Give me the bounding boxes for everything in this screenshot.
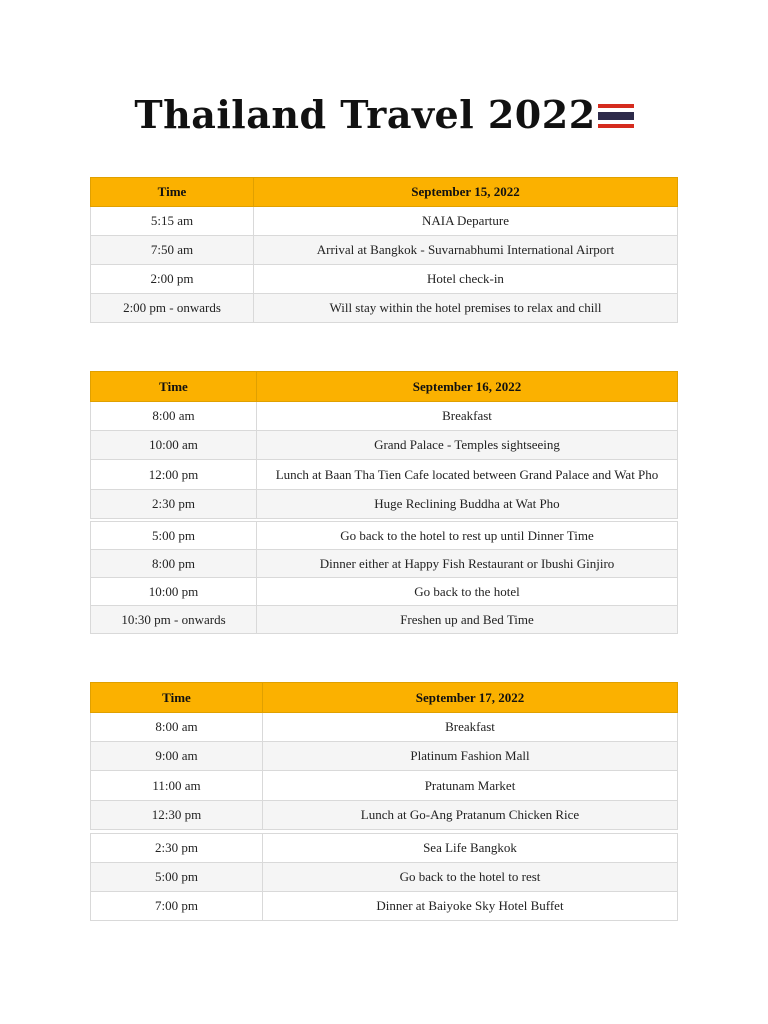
header-time: Time (91, 178, 254, 207)
row-time: 12:00 pm (91, 460, 257, 490)
itinerary-table-day-3-continued (90, 833, 678, 921)
table-row (91, 742, 678, 771)
table-header-row (91, 372, 678, 402)
row-time: 5:00 pm (91, 522, 257, 550)
table-row (91, 550, 678, 578)
row-time: 2:30 pm (91, 834, 263, 863)
row-activity: Grand Palace - Temples sightseeing (257, 431, 678, 460)
row-activity: Freshen up and Bed Time (257, 606, 678, 634)
table-row (91, 431, 678, 460)
row-time: 2:00 pm (91, 265, 254, 294)
table-row (91, 522, 678, 550)
row-activity: Breakfast (257, 402, 678, 431)
row-time: 10:30 pm - onwards (91, 606, 257, 634)
row-time: 12:30 pm (91, 801, 263, 830)
page-title (0, 92, 768, 141)
row-activity: Sea Life Bangkok (263, 834, 678, 863)
table-header-row (91, 683, 678, 713)
row-activity: Lunch at Go-Ang Pratanum Chicken Rice (263, 801, 678, 830)
row-time: 9:00 am (91, 742, 263, 771)
header-date: September 17, 2022 (263, 683, 678, 713)
row-time: 10:00 am (91, 431, 257, 460)
header-time: Time (91, 683, 263, 713)
thailand-flag-icon (598, 92, 634, 137)
table-row (91, 207, 678, 236)
row-activity: Lunch at Baan Tha Tien Cafe located between Grand Palace and Wat Pho (257, 460, 678, 490)
header-date: September 15, 2022 (254, 178, 678, 207)
row-time: 7:00 pm (91, 892, 263, 921)
row-activity: Hotel check-in (254, 265, 678, 294)
table-row (91, 771, 678, 801)
row-activity: Go back to the hotel (257, 578, 678, 606)
header-time: Time (91, 372, 257, 402)
row-time: 5:15 am (91, 207, 254, 236)
itinerary-table-day-2-continued (90, 521, 678, 634)
table-row (91, 294, 678, 323)
row-activity: Dinner at Baiyoke Sky Hotel Buffet (263, 892, 678, 921)
row-activity: Go back to the hotel to rest up until Dinner Time (257, 522, 678, 550)
row-activity: NAIA Departure (254, 207, 678, 236)
row-activity: Breakfast (263, 713, 678, 742)
page-title-text: Thailand Travel 2022 (134, 92, 596, 137)
table-row (91, 265, 678, 294)
row-activity: Arrival at Bangkok - Suvarnabhumi International Airport (254, 236, 678, 265)
row-time: 2:00 pm - onwards (91, 294, 254, 323)
table-row (91, 490, 678, 519)
table-row (91, 402, 678, 431)
table-row (91, 801, 678, 830)
row-time: 8:00 pm (91, 550, 257, 578)
itinerary-table-day-1 (90, 177, 678, 323)
row-time: 11:00 am (91, 771, 263, 801)
row-activity: Will stay within the hotel premises to relax and chill (254, 294, 678, 323)
table-row (91, 236, 678, 265)
table-row (91, 892, 678, 921)
table-row (91, 460, 678, 490)
row-time: 7:50 am (91, 236, 254, 265)
table-row (91, 606, 678, 634)
table-row (91, 713, 678, 742)
itinerary-table-day-2 (90, 371, 678, 519)
table-header-row (91, 178, 678, 207)
itinerary-table-day-3 (90, 682, 678, 830)
row-activity: Platinum Fashion Mall (263, 742, 678, 771)
table-row (91, 834, 678, 863)
row-time: 10:00 pm (91, 578, 257, 606)
row-activity: Huge Reclining Buddha at Wat Pho (257, 490, 678, 519)
row-time: 2:30 pm (91, 490, 257, 519)
row-activity: Pratunam Market (263, 771, 678, 801)
row-time: 8:00 am (91, 402, 257, 431)
row-time: 8:00 am (91, 713, 263, 742)
row-time: 5:00 pm (91, 863, 263, 892)
table-row (91, 578, 678, 606)
row-activity: Dinner either at Happy Fish Restaurant or Ibushi Ginjiro (257, 550, 678, 578)
row-activity: Go back to the hotel to rest (263, 863, 678, 892)
table-row (91, 863, 678, 892)
header-date: September 16, 2022 (257, 372, 678, 402)
